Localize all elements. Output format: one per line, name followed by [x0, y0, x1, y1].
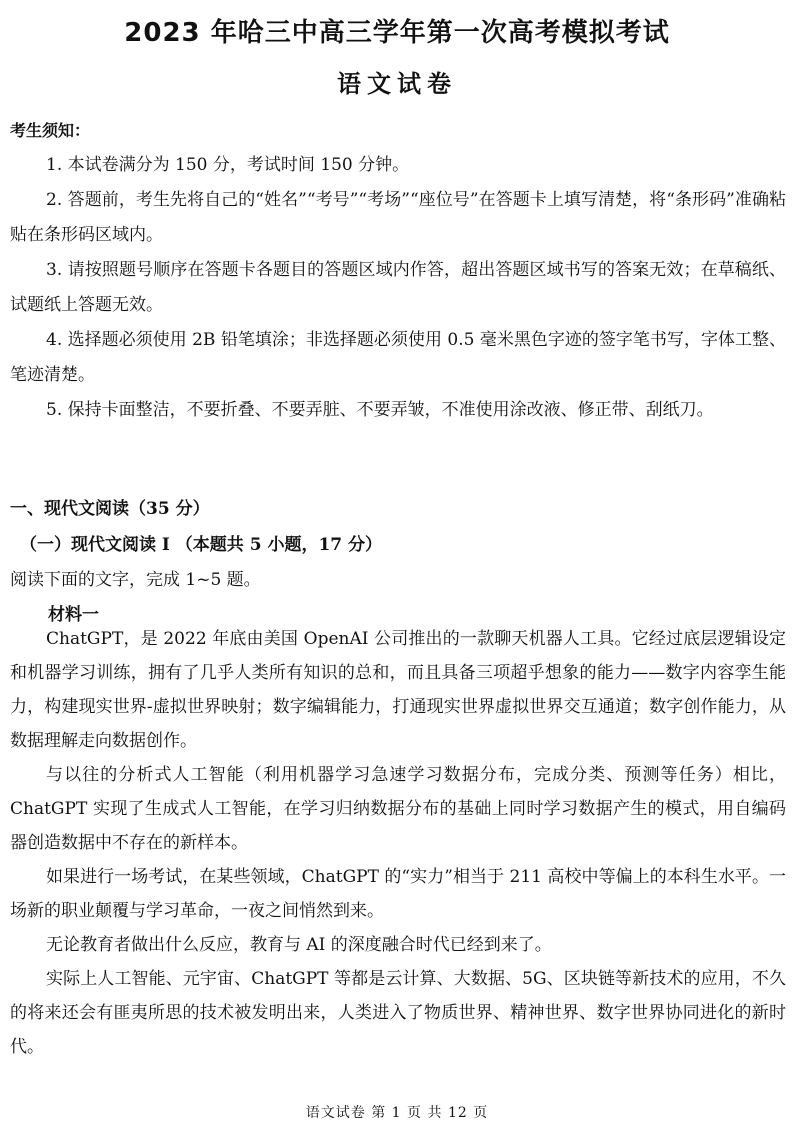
material-paragraph: 与以往的分析式人工智能（利用机器学习急速学习数据分布，完成分类、预测等任务）相比，ChatGPT 实现了生成式人工智能，在学习归纳数据分布的基础上同时学习数据产生的模式，用自编码器创造数据中不存在的新样本。: [10, 765, 786, 853]
exam-subtitle: 语文试卷: [337, 70, 457, 98]
material-paragraph: 实际上人工智能、元宇宙、ChatGPT 等都是云计算、大数据、5G、区块链等新技术的应用，不久的将来还会有匪夷所思的技术被发明出来，人类进入了物质世界、精神世界、数字世界协同进化的新时代。: [10, 969, 786, 1057]
material-paragraph: 如果进行一场考试，在某些领域，ChatGPT 的“实力”相当于 211 高校中等偏上的本科生水平。一场新的职业颠覆与学习革命，一夜之间悄然到来。: [10, 867, 786, 921]
material-label: 材料一: [48, 605, 99, 625]
notice-item: 2. 答题前，考生先将自己的“姓名”“考号”“考场”“座位号”在答题卡上填写清楚，将“条形码”准确粘贴在条形码区域内。: [10, 190, 786, 245]
exam-title: 2023 年哈三中高三学年第一次高考模拟考试: [124, 18, 670, 48]
notice-list: [10, 148, 786, 428]
notice-item: 4. 选择题必须使用 2B 铅笔填涂；非选择题必须使用 0.5 毫米黑色字迹的签字笔书写，字体工整、笔迹清楚。: [10, 330, 786, 385]
material-paragraph: 无论教育者做出什么反应，教育与 AI 的深度融合时代已经到来了。: [46, 935, 552, 955]
notice-item: 1. 本试卷满分为 150 分，考试时间 150 分钟。: [46, 155, 410, 175]
page-footer: 语文试卷 第 1 页 共 12 页: [305, 1105, 489, 1121]
section-heading: 一、现代文阅读（35 分）: [10, 499, 210, 519]
material-body: [10, 622, 786, 1064]
reading-instruction: 阅读下面的文字，完成 1~5 题。: [10, 570, 261, 590]
material-paragraph: ChatGPT，是 2022 年底由美国 OpenAI 公司推出的一款聊天机器人工具。它经过底层逻辑设定和机器学习训练，拥有了几乎人类所有知识的总和，而且具备三项超乎想象的能力——数字内容孪生能力，构建现实世界-虚拟世界映射；数字编辑能力，打通现实世界虚拟世界交互通道；数字创作能力，从数据理解走向数据创作。: [10, 629, 786, 751]
subsection-heading: （一）现代文阅读 I （本题共 5 小题，17 分）: [20, 535, 383, 555]
notice-item: 5. 保持卡面整洁，不要折叠、不要弄脏、不要弄皱，不准使用涂改液、修正带、刮纸刀。: [46, 400, 714, 420]
notice-heading: 考生须知：: [10, 121, 91, 140]
notice-item: 3. 请按照题号顺序在答题卡各题目的答题区域内作答，超出答题区域书写的答案无效；在草稿纸、试题纸上答题无效。: [10, 260, 786, 315]
